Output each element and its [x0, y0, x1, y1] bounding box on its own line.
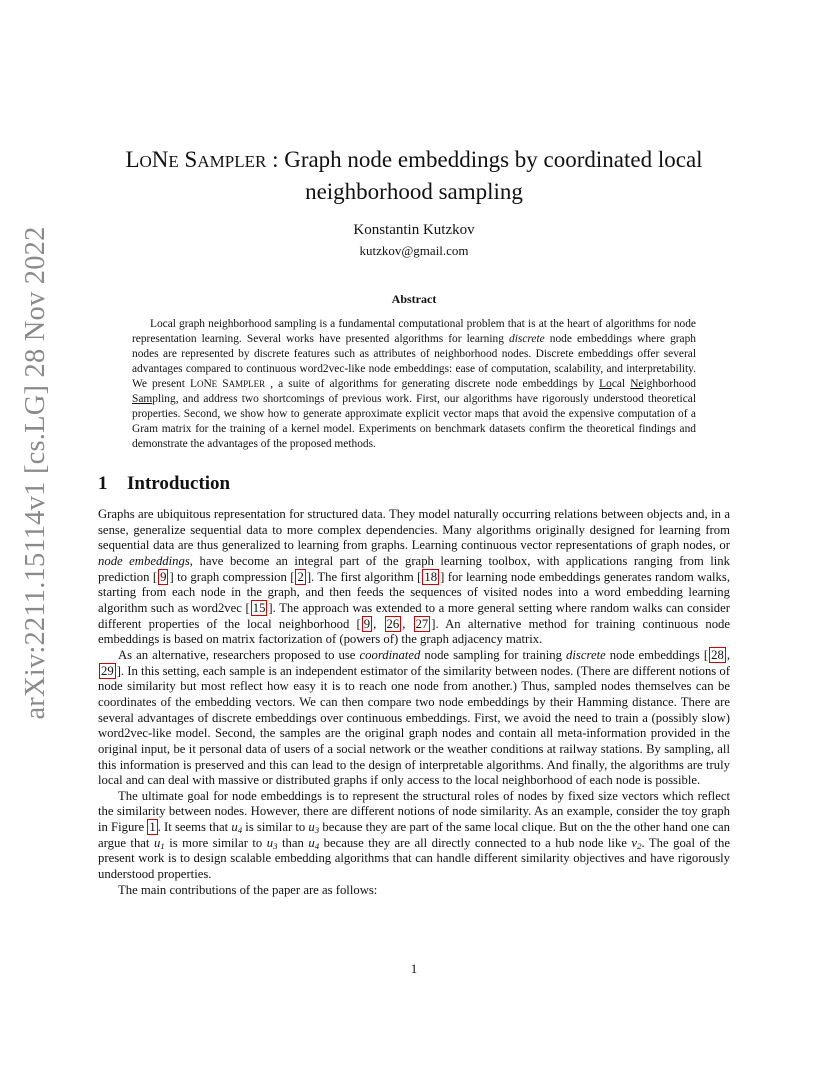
math-var: [308, 820, 319, 834]
abstract-part: cal: [611, 378, 631, 390]
text-run: because they are all directly connected to a hub node like: [319, 835, 632, 850]
citation-link[interactable]: 26: [386, 616, 400, 631]
section-title: Introduction: [127, 473, 231, 494]
math-var: [267, 836, 278, 850]
paper-title: [98, 145, 730, 207]
text-run: . The approach was extended to a more general setting where random walks can consider different properties of the local neighborhood: [98, 600, 731, 631]
math-var: [308, 836, 319, 850]
emphasis: coordinated: [359, 647, 421, 662]
author-name: Konstantin Kutzkov: [353, 222, 475, 238]
abstract-part: , and address two shortcomings of previous work. First, our algorithms have rigorously understood theoretical properties. Second, we show how to generate approximate explicit vector maps that avoid the expensive computation of a Gram matrix for the training of a kernel model. Experiments on benchmark datasets confirm the theoretical findings and demonstrate the advantages of the proposed methods.: [132, 393, 696, 450]
math-symbol: v: [631, 835, 638, 850]
section-heading-introduction: [98, 473, 230, 495]
abstract-method-name: O: [196, 379, 204, 389]
math-subscript: 2: [637, 840, 642, 851]
math-symbol: u: [308, 820, 315, 835]
abstract-part: node embeddings where graph nodes are represented by discrete features such as attributes of neighborhood nodes. Discrete embeddings offer several advantages compared to continuous word2vec-like node embeddings: ease of computation, scalability, and interpretability. We present: [132, 333, 697, 390]
author-email: kutzkov@gmail.com: [359, 243, 469, 258]
math-var: [631, 836, 641, 850]
citation-link[interactable]: 2: [297, 569, 304, 584]
title-lone-L: L: [125, 147, 140, 172]
text-run: . In this setting, each sample is an independent estimator of the similarity between nodes. (There are different notions of node similarity but most reflect how easy it is to reach one node from another.) Thus, sampled nodes themselves can be coordinates of the embedding vectors. We can then compare two node embeddings by their Hamming distance. There are several advantages of discrete embeddings over continuous embeddings. First, we avoid the need to train a (possibly slow) word2vec-like model. Second, the samples are the original graph nodes and contain all meta-information provided in the original input, be it personal data of users of a social network or the weather conditions at railway stations. By sampling, all this information is preserved and this can lead to the design of interpretable algorithms. And finally, the algorithms are truly local and can deal with massive or distributed graphs if only access to the local neighborhood of each node is possible.: [98, 663, 730, 788]
acronym-underline: Ne: [630, 378, 644, 390]
title-sampler-S: S: [178, 147, 198, 172]
text-run: because they are part of the same local clique. But on the the other hand one can argue that: [98, 820, 730, 850]
text-run: than: [277, 835, 309, 850]
text-run: . The first algorithm: [311, 569, 418, 584]
acronym-underline: Sam: [132, 393, 153, 405]
abstract-method-name: E: [211, 379, 218, 389]
text-run: Graphs are ubiquitous representation for structured data. They model naturally occurring relations between objects and, in a sense, generalize sequential data to more complex dependencies. Many algorithms originally designed for learning from sequential data are thus generalized to learning from graphs. Learning continuous vector representations of graph nodes, or: [98, 507, 730, 553]
math-symbol: u: [231, 820, 238, 835]
math-subscript: 1: [160, 840, 165, 851]
abstract-part: pling: [152, 393, 176, 405]
figure-link[interactable]: 1: [149, 820, 156, 835]
citation-link[interactable]: 27: [415, 616, 429, 631]
math-subscript: 3: [273, 840, 278, 851]
text-run: is more similar to: [164, 835, 267, 850]
title-sampler-rest: AMPLER: [197, 152, 267, 171]
arxiv-stamp-text: arXiv:2211.15114v1 [cs.LG] 28 Nov 2022: [20, 225, 51, 720]
acronym-underline: Lo: [599, 378, 612, 390]
citation-link[interactable]: 15: [252, 600, 266, 615]
abstract-method-name: S: [217, 378, 229, 390]
text-run: node sampling for training: [420, 647, 567, 662]
emphasis: node embeddings: [98, 553, 190, 568]
math-subscript: 4: [314, 840, 320, 851]
intro-paragraph-1: Graphs are ubiquitous representation for structured data. They model naturally occurring relations between objects and, in a sense, generalize sequential data to more complex dependencies. Many algorithms originally designed for learning from sequential data are thus generalized to learning from graphs. Learning continuous vector representations of graph nodes, or node embeddings, have become an integral part of the graph learning toolbox, with applications ranging from link prediction [ 9 ] to graph compression [ 2 ]. The first algorithm [ 18 ] for learning node embeddings generates random walks, starting from each node in the graph, and then feeds the sequences of visited nodes into a word embedding learning algorithm such as word2vec [ 15 ]. The approach was extended to a more general setting where random walks can consider different properties of the local neighborhood [ 9 , 26 , 27 ]. An alternative method for training continuous node embeddings is based on matrix factorization of (powers of) the graph adjacency matrix.: [98, 507, 731, 647]
intro-paragraph-4: The main contributions of the paper are as follows:: [118, 882, 378, 897]
citation-link[interactable]: 9: [363, 616, 371, 631]
abstract-text: [132, 317, 696, 452]
intro-paragraph-3: [98, 789, 730, 883]
text-run: . An alternative method for training continuous node embeddings is based on matrix factorization of (powers of) the graph adjacency matrix.: [98, 616, 731, 647]
abstract-method-name: L: [189, 378, 197, 390]
citation-link[interactable]: 29: [101, 663, 114, 678]
title-lone-N: N: [151, 147, 169, 172]
abstract-heading: Abstract: [391, 292, 437, 306]
emphasis: discrete: [566, 647, 606, 662]
abstract-method-name: AMPLER: [228, 379, 266, 389]
text-run: , have become an integral part of the graph learning toolbox, with applications ranging from link prediction: [98, 553, 730, 584]
text-run: node embeddings: [605, 647, 704, 662]
abstract-part: Local graph neighborhood sampling is a fundamental computational problem that is at the heart of algorithms for node representation learning. Several works have presented algorithms for learning: [132, 318, 696, 345]
citation-link[interactable]: 18: [424, 569, 438, 584]
text-run: . The goal of the present work is to design scalable embedding algorithms that can handle different similarity objectives and have rigorously understood properties.: [98, 835, 730, 882]
math-symbol: u: [266, 835, 274, 850]
title-lone-o: O: [139, 152, 152, 171]
citation-link[interactable]: 28: [711, 647, 724, 662]
citation-link[interactable]: 9: [160, 569, 167, 584]
text-run: to graph compression: [173, 569, 291, 584]
title-text-line2: neighborhood sampling: [305, 179, 523, 204]
introduction-body: [98, 507, 730, 898]
abstract-part: , a suite of algorithms for generating discrete node embeddings by: [265, 378, 600, 390]
page-number: 1: [410, 961, 418, 976]
intro-paragraph-2: As an alternative, researchers proposed to use coordinated node sampling for training discrete node embeddings [ 28 , 29 ]. In this setting, each sample is an independent estimator of the similarity between nodes. (There are different notions of node similarity but most reflect how easy it is to reach one node from another.) Thus, sampled nodes themselves can be coordinates of the embedding vectors. We can then compare two node embeddings by their Hamming distance. There are several advantages of discrete embeddings over continuous embeddings. First, we avoid the need to train a (possibly slow) word2vec-like model. Second, the samples are the original graph nodes and contain all meta-information provided in the original input, be it personal data of users of a social network or the weather conditions at railway stations. By sampling, all this information is preserved and this can lead to the design of interpretable algorithms. And finally, the algorithms are truly local and can deal with massive or distributed graphs if only access to the local neighborhood of each node is possible.: [98, 647, 730, 788]
text-run: The ultimate goal for node embeddings is to represent the structural roles of nodes by fixed size vectors which reflect the similarity between nodes. However, there are different notions of node similarity. As an example, consider the toy graph in Figure: [98, 788, 730, 835]
math-subscript: 4: [237, 825, 243, 836]
math-symbol: u: [153, 835, 161, 850]
title-text-line1: : Graph node embeddings by coordinated local: [266, 147, 703, 172]
abstract-part: ighborhood: [643, 378, 697, 390]
math-var: [154, 836, 165, 850]
text-run: is similar to: [242, 820, 309, 835]
math-var: [231, 820, 242, 834]
text-run: for learning node embeddings generates random walks, starting from each node in the graph, and then feeds the sequences of visited nodes into a word embedding learning algorithm such as word2vec: [98, 569, 730, 615]
text-run: . It seems that: [157, 820, 232, 835]
text-run: As an alternative, researchers proposed to use: [118, 647, 360, 662]
title-lone-e: E: [168, 152, 179, 171]
math-symbol: u: [308, 835, 315, 850]
abstract-emphasis: discrete: [509, 333, 545, 345]
math-subscript: 3: [314, 825, 320, 836]
section-number: 1: [98, 473, 108, 494]
abstract-method-name: N: [203, 378, 212, 390]
arxiv-identifier-stamp: [14, 225, 58, 720]
